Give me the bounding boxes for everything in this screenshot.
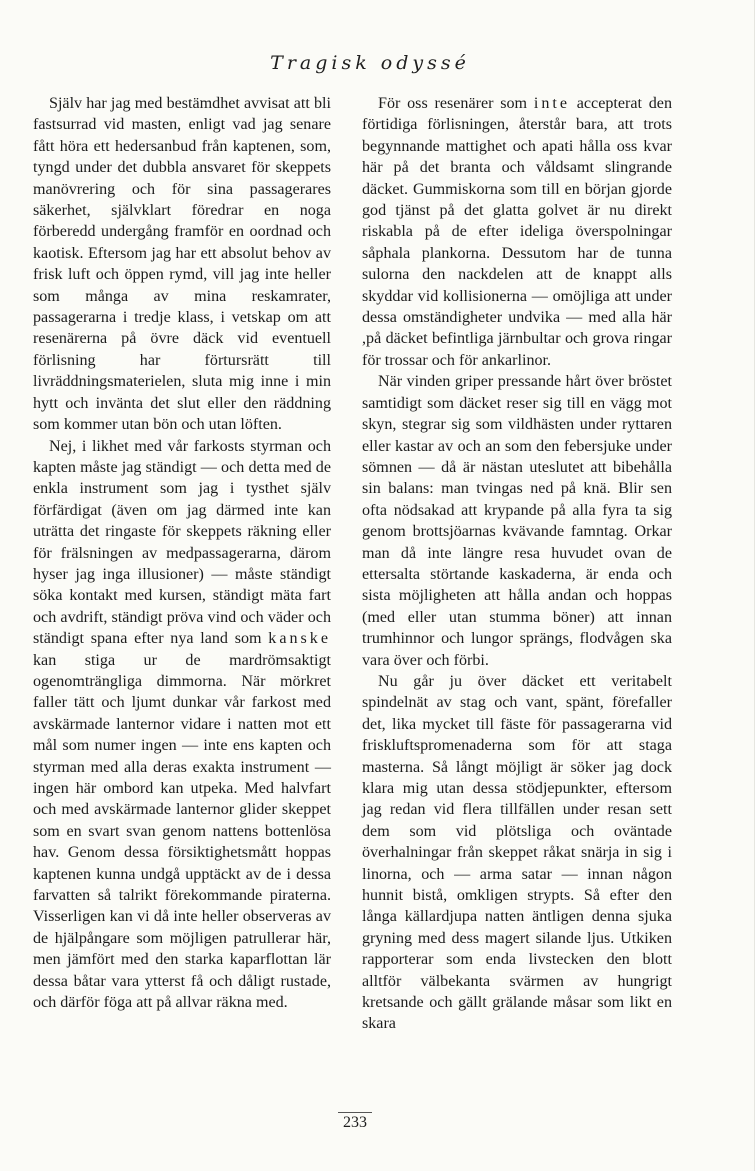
paragraph-text: kan stiga ur de mardrömsaktigt ogenomträngliga dimmorna. När mörkret faller tätt och ljumt dunkar vår farkost med avskärmade lanternor vidare i natten mot ett mål som numer ingen — inte ens kapten och styrman med alla deras exakta instrument — ingen här ombord kan utpeka. Med halvfart och med avskärmade lanternor glider skeppet som en svart svan genom nattens bottenlösa hav. Genom dessa försiktighetsmått hoppas kaptenen kunna undgå upptäckt av de i dessa farvatten så talrikt förekommande piraterna. Visserligen kan vi då inte heller observeras av de hjälpångare som möjligen patrullerar här, men jämfört med den starka kaparflottan lär dessa båtar vara ytterst få och dåligt rustade, och därför föga att på allvar räkna med. xyxy=(33,651,331,1012)
paragraph: Nu går ju över däcket ett veritabelt spindelnät av stag och vant, spänt, förefaller det, lika mycket till fäste för passagerarna vid friskluftspromenaderna som för att staga masterna. Så långt möjligt är söker jag dock klara mig utan dessa stödjepunkter, eftersom jag redan vid flera tillfällen under resan sett dem som vid plötsliga och oväntade överhalningar från skeppet råkat snärja in sig i linorna, och — arma satar — innan någon hunnit bistå, omkligen strypts. Så efter den långa källardjupa natten äntligen denna sjuka gryning med dess magert silande ljus. Utkiken rapporterar som enda livstecken den blott alltför välbekanta svärmen av hungrigt kretsande och gällt grälande måsar som likt en skara xyxy=(362,672,672,1033)
paragraph xyxy=(362,93,672,371)
paragraph-text: För oss resenärer som xyxy=(378,95,534,112)
page-number: 233 xyxy=(343,1114,367,1131)
paragraph: När vinden griper pressande hårt över bröstet samtidigt som däcket reser sig till en vägg mot skyn, stegrar sig som vildhästen under ryttaren eller kastar av och an som den febersjuke under sömnen — då är nästan uteslutet att bibehålla sin balans: man tvingas ned på knä. Blir sen ofta nödsakad att krypande på alla fyra ta sig genom brottsjöarnas kvävande famntag. Orkar man då inte längre resa huvudet ovan de ettersalta störtande kaskaderna, är enda och sista möjligheten att hålla andan och hoppas (med eller utan stumma böner) att innan trumhinnor och lungor sprängs, flodvågen ska vara över och förbi. xyxy=(362,373,672,669)
paragraph: Själv har jag med bestämdhet avvisat att bli fastsurrad vid masten, enligt vad jag senare fått höra ett hedersanbud från kaptenen, som, tyngd under det dubbla ansvaret för skeppets manövrering och för sina passagerares säkerhet, självklart föredrar en noga förberedd undergång framför en oordnad och kaotisk. Eftersom jag har ett absolut behov av frisk luft och öppen rymd, vill jag inte heller som många av mina reskamrater, passagerarna i tredje klass, i vetskap om att resenärerna på övre däck vid eventuell förlisning har förtursrätt till livräddningsmaterielen, sluta mig inne i min hytt och invänta det slut eller den räddning som kommer utan bön och utan löften. xyxy=(33,95,331,434)
paragraph-text: accepterat den förtidiga förlisningen, återstår bara, att trots begynnande mattighet och apati hålla oss kvar här på det branta och våldsamt slingrande däcket. Gummiskorna som till en början gjorde god tjänst på det glatta golvet är nu direkt riskabla på de efter ideliga överspolningar såphala plankorna. Dessutom har de tunna sulorna den nackdelen att de knappt alls skyddar vid kollisionerna — omöjliga att under dessa omständigheter undvika — med alla här ,på däcket befintliga järnbultar och grova ringar för trossar och för ankarlinor. xyxy=(362,95,672,369)
right-text-column xyxy=(362,93,672,1035)
emphasized-word: kanske xyxy=(268,630,331,648)
paragraph-text: Nej, i likhet med vår farkosts styrman och kapten måste jag ständigt — och detta med de enkla instrument som jag i tysthet själv förfärdigat (även om jag därmed inte kan uträtta det ringaste för skeppets räkning eller för frälsningen av medpassagerarna, därom hyser jag inga illusioner) — måste ständigt söka kontakt med kursen, ständigt mäta fart och avdrift, ständigt pröva vind och väder och ständigt spana efter nya land som xyxy=(33,437,331,648)
emphasized-word: inte xyxy=(533,95,570,112)
left-text-column xyxy=(33,93,331,1013)
folio-rule xyxy=(338,1112,372,1113)
paragraph xyxy=(33,436,331,1014)
running-head-title: Tragisk odyssé xyxy=(270,52,470,74)
